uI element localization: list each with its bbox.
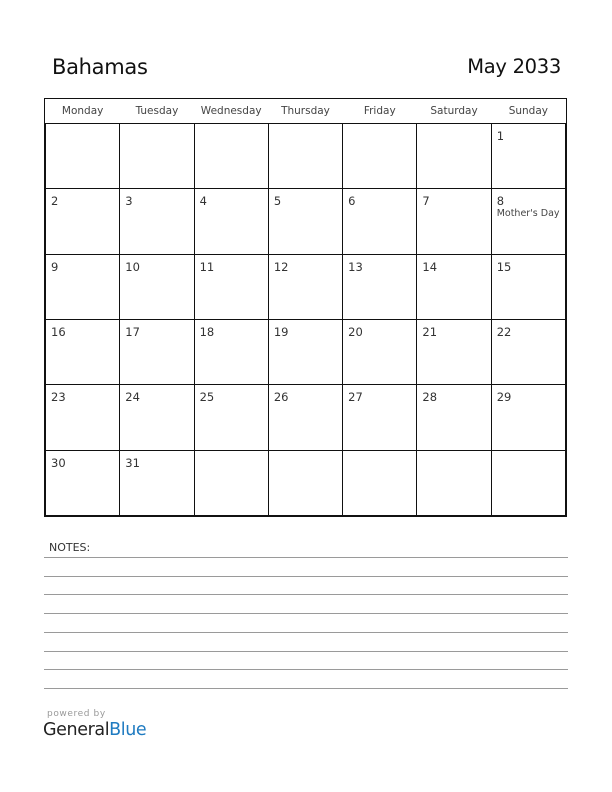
day-number: 29 bbox=[496, 390, 512, 405]
day-cell-3 bbox=[120, 189, 194, 254]
day-number: 25 bbox=[199, 390, 215, 405]
notes-label: NOTES: bbox=[49, 541, 91, 554]
month-year-title: May 2033 bbox=[467, 55, 561, 78]
day-cell-11 bbox=[194, 254, 268, 319]
day-cell-19 bbox=[268, 319, 342, 384]
weekday-sunday: Sunday bbox=[491, 99, 565, 124]
day-cell-10 bbox=[120, 254, 194, 319]
day-number: 5 bbox=[273, 194, 282, 209]
day-number: 8 bbox=[496, 194, 505, 209]
day-cell-8 bbox=[491, 189, 565, 254]
day-number: 3 bbox=[125, 194, 133, 209]
day-cell-20 bbox=[343, 319, 417, 384]
empty-day-cell bbox=[417, 124, 491, 189]
day-cell-22 bbox=[491, 319, 565, 384]
empty-day-cell bbox=[46, 124, 120, 189]
day-cell-28 bbox=[417, 385, 491, 450]
day-number: 18 bbox=[199, 324, 215, 339]
empty-day-cell bbox=[268, 450, 342, 515]
empty-day-cell bbox=[417, 450, 491, 515]
day-number: 20 bbox=[348, 324, 363, 339]
powered-by-text: powered by bbox=[47, 709, 106, 719]
day-cell-9 bbox=[46, 254, 120, 319]
week-row bbox=[46, 124, 566, 189]
empty-day-cell bbox=[343, 450, 417, 515]
day-cell-7 bbox=[417, 189, 491, 254]
day-number: 19 bbox=[273, 324, 289, 339]
day-number: 23 bbox=[51, 390, 66, 405]
weekday-friday: Friday bbox=[343, 99, 417, 124]
day-number: 15 bbox=[496, 259, 512, 274]
day-cell-18 bbox=[194, 319, 268, 384]
day-cell-14 bbox=[417, 254, 491, 319]
weekday-saturday: Saturday bbox=[417, 99, 491, 124]
day-number: 17 bbox=[125, 324, 140, 339]
empty-day-cell bbox=[194, 124, 268, 189]
day-cell-1 bbox=[491, 124, 565, 189]
empty-day-cell bbox=[120, 124, 194, 189]
country-title: Bahamas bbox=[52, 55, 148, 79]
empty-day-cell bbox=[343, 124, 417, 189]
day-number: 12 bbox=[273, 259, 289, 274]
day-cell-6 bbox=[343, 189, 417, 254]
notes-line bbox=[44, 632, 568, 633]
day-number: 1 bbox=[496, 129, 505, 143]
day-number: 26 bbox=[273, 390, 289, 405]
day-number: 28 bbox=[422, 390, 438, 405]
notes-line bbox=[44, 613, 568, 614]
day-cell-26 bbox=[268, 385, 342, 450]
empty-day-cell bbox=[268, 124, 342, 189]
day-cell-15 bbox=[491, 254, 565, 319]
calendar-grid bbox=[45, 99, 566, 516]
day-number: 14 bbox=[422, 259, 438, 274]
day-cell-30 bbox=[46, 450, 120, 515]
day-cell-12 bbox=[268, 254, 342, 319]
day-cell-5 bbox=[268, 189, 342, 254]
day-number: 21 bbox=[422, 324, 438, 339]
day-cell-29 bbox=[491, 385, 565, 450]
day-cell-17 bbox=[120, 319, 194, 384]
week-row bbox=[46, 319, 566, 384]
empty-day-cell bbox=[194, 450, 268, 515]
weekday-wednesday: Wednesday bbox=[194, 99, 268, 124]
day-cell-23 bbox=[46, 385, 120, 450]
brand-general: General bbox=[43, 720, 110, 740]
day-cell-16 bbox=[46, 319, 120, 384]
week-row bbox=[46, 254, 566, 319]
day-cell-13 bbox=[343, 254, 417, 319]
day-number: 2 bbox=[51, 194, 59, 209]
day-cell-4 bbox=[194, 189, 268, 254]
weekday-thursday: Thursday bbox=[268, 99, 342, 124]
brand-blue: Blue bbox=[109, 720, 147, 740]
week-row bbox=[46, 385, 566, 450]
day-cell-27 bbox=[343, 385, 417, 450]
day-cell-25 bbox=[194, 385, 268, 450]
day-number: 6 bbox=[348, 194, 356, 209]
day-number: 13 bbox=[348, 259, 363, 274]
notes-line bbox=[44, 594, 568, 595]
day-number: 7 bbox=[422, 194, 430, 209]
notes-line bbox=[44, 688, 568, 689]
day-cell-21 bbox=[417, 319, 491, 384]
notes-line bbox=[44, 557, 568, 558]
weekday-tuesday: Tuesday bbox=[120, 99, 194, 124]
notes-line bbox=[44, 669, 568, 670]
day-number: 30 bbox=[51, 455, 66, 470]
notes-line bbox=[44, 651, 568, 652]
holiday-label: Mother's Day bbox=[496, 208, 560, 220]
day-cell-24 bbox=[120, 385, 194, 450]
week-row bbox=[46, 450, 566, 515]
day-number: 4 bbox=[199, 194, 207, 209]
day-number: 16 bbox=[51, 324, 66, 339]
notes-line bbox=[44, 576, 568, 577]
day-number: 11 bbox=[199, 259, 215, 274]
day-cell-31 bbox=[120, 450, 194, 515]
day-number: 27 bbox=[348, 390, 363, 405]
day-number: 10 bbox=[125, 259, 140, 274]
week-row bbox=[46, 189, 566, 254]
day-number: 22 bbox=[496, 324, 512, 339]
generalblue-logo bbox=[43, 720, 146, 740]
day-number: 31 bbox=[125, 455, 140, 470]
day-number: 24 bbox=[125, 390, 140, 405]
weekday-monday: Monday bbox=[46, 99, 120, 124]
day-number: 9 bbox=[51, 259, 59, 274]
empty-day-cell bbox=[491, 450, 565, 515]
day-cell-2 bbox=[46, 189, 120, 254]
weekday-header-row bbox=[46, 99, 566, 124]
